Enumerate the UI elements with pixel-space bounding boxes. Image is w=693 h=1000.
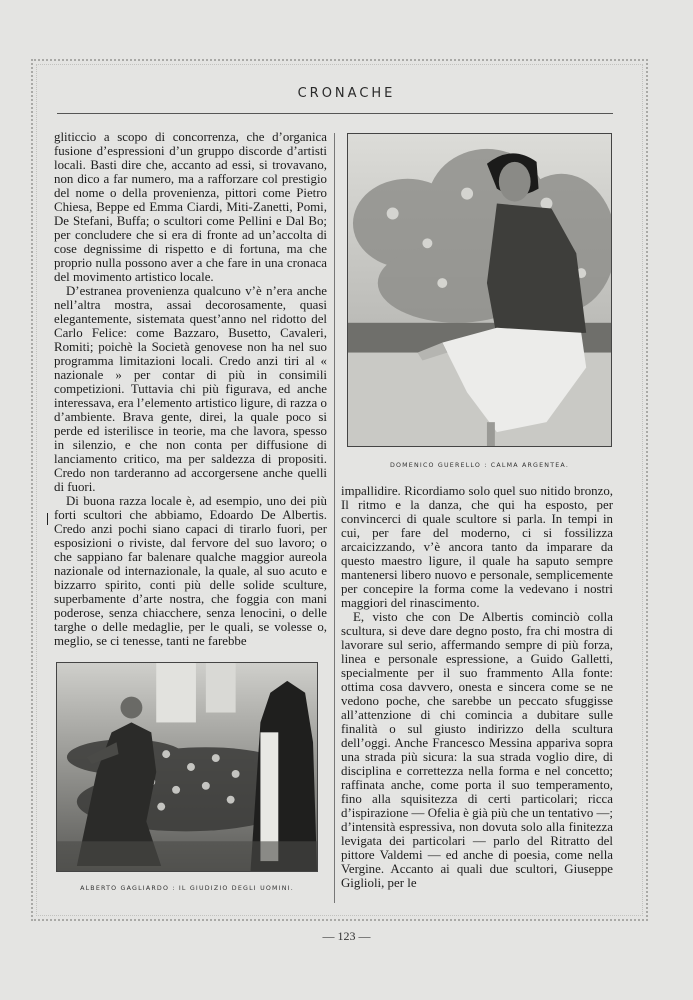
column-divider xyxy=(334,133,335,903)
painting-image-seated-woman xyxy=(348,134,611,446)
left-paragraph-3: Di buona razza locale è, ad esempio, uno dei più forti scultori che abbiamo, Edoardo De Albertis. Credo anzi pochi siano capaci di tirarlo fuori, per esposizioni o riviste, dal fervore del suo lavoro; o che sappiano far balenare qualche maggior aureola nazionale od internazionale, la quale, al suo acuto e bizzarro spirito, conti più delle solide sculture, superbamente d’arte nostra, che foggia con mani poderose, senza chiacchere, senza lenocini, o delle targhe o delle medaglie, per le quali, se volesse o, meglio, se ci tenesse, tanti ne farebbe xyxy=(54,494,327,648)
painting-photo-gagliardo xyxy=(56,662,318,872)
right-paragraph-2: E, visto che con De Albertis cominciò colla scultura, si deve dare degno posto, fra chi mostra di lavorare sul serio, affermando sempre di più forza, linea e personale espressione, a Guido Galletti, specialmente per il suo frammento Alla fonte: ottima cosa davvero, onesta e sincera come se ne vedono poche, che sarebbe un peccato sfuggisse all’attenzione di chi comincia a dubitare sulle finalità o sul giusto indirizzo della scultura dell’oggi. Anche Francesco Messina appariva sopra una strada più sicura: la sua strada voglio dire, di disciplina e correttezza nella forma e nel concetto; raffinata anche, come porta il suo temperamento, fino alla squisitezza di certi particolari; ricca d’ispirazione — Ofelia è già più che un tentativo —; d’intensità espressiva, non dovuta solo alla finitezza levigata dei particolari — parlo del Ritratto del pittore Valdemi — ed anche di poesia, come nella Vergine. Accanto ai quali due scultori, Giuseppe Giglioli, per le xyxy=(341,610,613,890)
right-paragraph-1: impallidire. Ricordiamo solo quel suo nitido bronzo, Il ritmo e la danza, che qui ha esposto, per convincerci di quale scultore si parla. In tempi in cui, per fare del moderno, ci si fossilizza arcaicizzando, v’è ancora tanto da imparare da questo maestro ligure, il quale ha saputo sempre mantenersi libero nuovo e personale, semplicemente per concepire la forma come la vedevano i nostri maggiori del rinascimento. xyxy=(341,484,613,610)
header-rule xyxy=(57,113,613,114)
left-paragraph-2: D’estranea provenienza qualcuno v’è n’era anche nell’altra mostra, assai decorosamente, quasi elegantemente, sistemata quest’anno nel ridotto del Carlo Felice: come Bazzaro, Busetto, Cavaleri, Romiti; poichè la Società genovese non ha nel suo programma limitazioni locali. Credo anzi tiri al « nazionale » per contar di più in consimili competizioni. Tuttavia chi più figurava, ed anche interessava, era l’elemento artistico ligure, di razza o d’ambiente. Brava gente, direi, la quale poco si perde ed isterilisce in teorie, ma che lavora, spesso in silenzio, e che non conta per diffusione di lanciamento critico, ma per saldezza di propositi. Credo non tarderanno ad accorgersene anche quelli di fuori. xyxy=(54,284,327,494)
left-column-text xyxy=(54,130,327,650)
page-number: — 123 — xyxy=(322,929,371,943)
margin-mark xyxy=(47,513,48,525)
painting-photo-guerello xyxy=(347,133,612,447)
caption-guerello: DOMENICO GUERELLO : CALMA ARGENTEA. xyxy=(389,462,570,469)
painting-image-crowd xyxy=(57,663,317,871)
right-column-text xyxy=(341,484,613,894)
section-header: CRONACHE xyxy=(297,86,396,101)
left-paragraph-1: gliticcio a scopo di concorrenza, che d’organica fusione d’espressioni d’un gruppo discorde d’artisti locali. Basti dire che, accanto ad essi, si trovavano, non dico a far numero, ma a rafforzare col prestigio del nome o della provenienza, pittori come Pietro Chiesa, Beppe ed Emma Ciardi, Miti-Zanetti, Pomi, De Stefani, Buffa; o scultori come Pellini e Dal Bo; per concludere che si era di fronte ad un’accolta di cose degnissime di rispetto e di fortuna, ma che proprio nulla possono aver a che fare in una cronaca del movimento artistico locale. xyxy=(54,130,327,284)
caption-gagliardo: ALBERTO GAGLIARDO : IL GIUDIZIO DEGLI UOMINI. xyxy=(80,885,294,892)
